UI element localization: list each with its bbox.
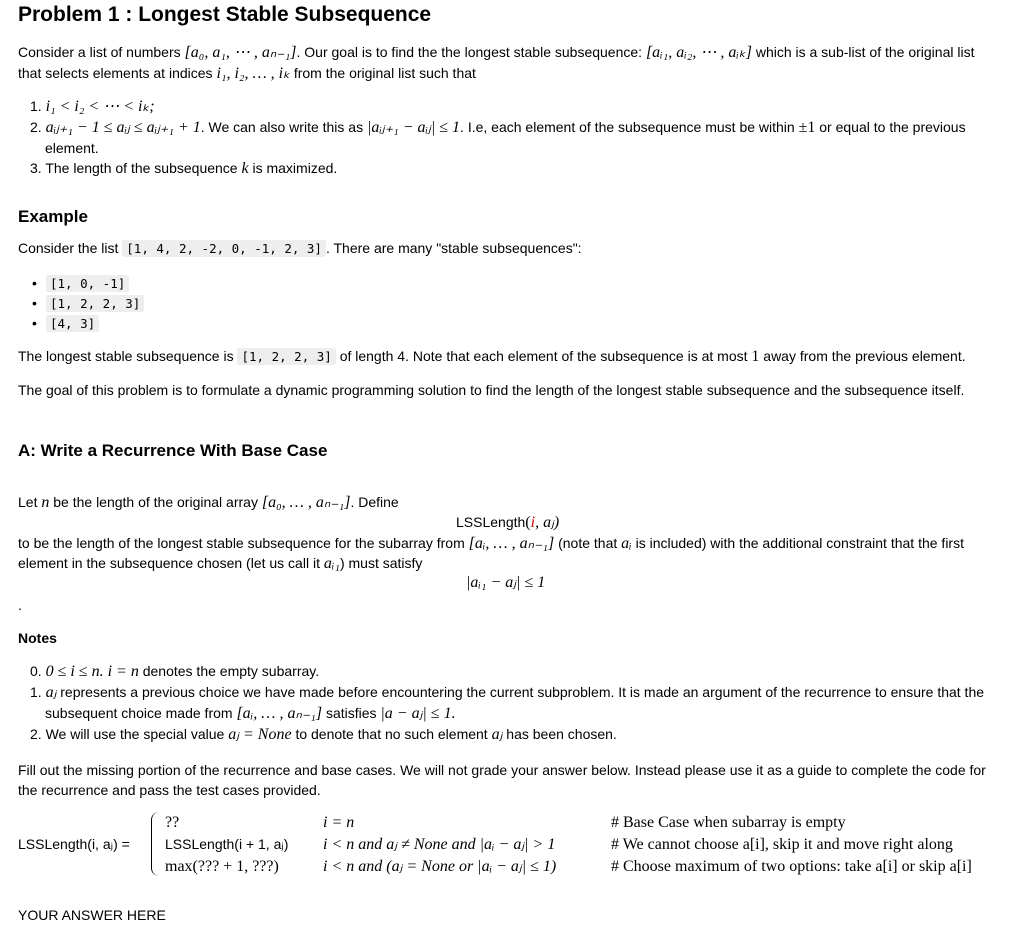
example-item-code: [4, 3] (46, 315, 99, 332)
intro-text: which is a sub-list of the original list (755, 44, 975, 60)
page-title: Problem 1 : Longest Stable Subsequence (18, 3, 432, 26)
part-a-heading: A: Write a Recurrence With Base Case (18, 441, 328, 460)
note-text: denotes the empty subarray. (142, 663, 320, 679)
notes-heading: Notes (18, 630, 57, 646)
note-1-cont (45, 703, 456, 724)
math-ai1: aᵢ₁ (323, 555, 340, 572)
example-goal: The goal of this problem is to formulate a dynamic programming solution to find the length of the longest stable subsequence and the subsequence itself. (18, 382, 965, 398)
case-condition: i < n and aⱼ ≠ None and |aᵢ − aⱼ| > 1 (323, 836, 556, 853)
condition-text: is maximized. (252, 160, 338, 176)
math-aj: aⱼ (45, 684, 57, 701)
note-text: has been chosen. (506, 726, 617, 742)
note-2 (30, 724, 617, 745)
math-ai: aᵢ (621, 535, 632, 552)
example-item (46, 313, 99, 334)
intro-line-2 (18, 63, 476, 84)
math-subarray: [aᵢ, … , aₙ₋₁] (236, 705, 323, 722)
case-comment: # Choose maximum of two options: take a[i] or skip a[i] (611, 858, 972, 875)
note-text: satisfies (325, 705, 377, 721)
example-text: . There are many "stable subsequences": (325, 240, 582, 256)
example-item (46, 273, 129, 294)
fill-instructions-1: Fill out the missing portion of the recurrence and base cases. We will not grade your answer below. Instead please use it as a guide to complete the code for (18, 762, 986, 778)
case-condition: i < n and (aⱼ = None or |aᵢ − aⱼ| ≤ 1) (323, 858, 557, 875)
bullet-dot: • (32, 295, 37, 311)
math-abs-bound: |aᵢⱼ₊₁ − aᵢⱼ| ≤ 1 (367, 119, 461, 136)
part-a-text: element in the subsequence chosen (let us call it (18, 555, 320, 571)
recurrence-lhs: LSSLength(i, aⱼ) = (18, 836, 130, 852)
example-item-code: [1, 0, -1] (46, 275, 129, 292)
note-number: 0. (30, 663, 42, 679)
note-text: We will use the special value (45, 726, 225, 742)
math-i-range: 0 ≤ i ≤ n. i = n (45, 663, 139, 680)
condition-number: 1. (30, 98, 42, 114)
note-0 (30, 661, 319, 682)
function-name: LSSLength (456, 514, 526, 530)
part-a-tobe (18, 533, 964, 554)
part-a-text: Let (18, 494, 38, 510)
example-item (46, 293, 144, 314)
example-text: of length 4. Note that each element of the subsequence is at most (339, 348, 748, 364)
example-item-code: [1, 2, 2, 3] (46, 295, 144, 312)
intro-text: that selects elements at indices (18, 65, 213, 81)
part-a-element (18, 553, 422, 574)
math-plus-minus: ±1 (798, 119, 816, 136)
condition-text: or equal to the previous (819, 119, 966, 135)
math-one: 1 (751, 348, 760, 365)
example-consider (18, 238, 582, 259)
condition-text: . I.e, each element of the subsequence must be within (460, 119, 795, 135)
math-paren: ( (525, 514, 531, 531)
note-number: 1. (30, 684, 42, 700)
part-a-text: be the length of the original array (53, 494, 258, 510)
math-k: k (241, 160, 249, 177)
math-subarray: [aᵢ, … , aₙ₋₁] (468, 535, 555, 552)
example-list-code: [1, 4, 2, -2, 0, -1, 2, 3] (122, 240, 326, 257)
constraint-display (466, 572, 545, 593)
example-longest-code: [1, 2, 2, 3] (237, 348, 335, 365)
math-list: [a₀, a₁, ⋯ , aₙ₋₁] (184, 44, 297, 61)
case-comment: # Base Case when subarray is empty (611, 814, 846, 831)
condition-number: 3. (30, 160, 42, 176)
case-comment: # We cannot choose a[i], skip it and move right along (611, 836, 953, 853)
example-text: away from the previous element. (763, 348, 966, 364)
example-text: Consider the list (18, 240, 119, 256)
part-a-text: . Define (350, 494, 399, 510)
fill-instructions-2: the recurrence and pass the test cases provided. (18, 782, 321, 798)
condition-2 (30, 117, 966, 138)
answer-placeholder[interactable]: YOUR ANSWER HERE (18, 907, 166, 923)
intro-text: from the original list such that (293, 65, 476, 81)
bullet-dot: • (32, 275, 37, 291)
math-array: [a₀, … , aₙ₋₁] (261, 494, 351, 511)
stray-dot: . (18, 597, 22, 613)
note-text: represents a previous choice we have made before encountering the current subproblem. It is made an argument of the recurrence to ensure that the (60, 684, 985, 700)
example-heading: Example (18, 207, 88, 226)
condition-text: . We can also write this as (200, 119, 364, 135)
part-a-text: to be the length of the longest stable subsequence for the subarray from (18, 535, 465, 551)
note-number: 2. (30, 726, 42, 742)
note-1 (30, 682, 984, 703)
condition-1 (30, 96, 155, 117)
math-abs-constraint: |a − aⱼ| ≤ 1. (380, 705, 456, 722)
bullet-dot: • (32, 315, 37, 331)
definition-display (456, 512, 559, 533)
note-text: to denote that no such element (295, 726, 488, 742)
math-stable-bound: aᵢⱼ₊₁ − 1 ≤ aᵢⱼ ≤ aᵢⱼ₊₁ + 1 (45, 119, 201, 136)
case-expr: LSSLength(i + 1, aⱼ) (165, 836, 289, 852)
condition-3 (30, 158, 337, 179)
condition-number: 2. (30, 119, 42, 135)
math-i-red: i (530, 514, 536, 531)
example-text: The longest stable subsequence is (18, 348, 234, 364)
intro-text: . Our goal is to find the the longest stable subsequence: (296, 44, 643, 60)
math-constraint: |aᵢ₁ − aⱼ| ≤ 1 (466, 574, 546, 591)
math-aj: aⱼ (491, 726, 503, 743)
part-a-let (18, 492, 399, 513)
part-a-text: ) must satisfy (339, 555, 423, 571)
math-args: , aⱼ) (535, 514, 560, 531)
math-increasing: i₁ < i₂ < ⋯ < iₖ; (45, 98, 155, 115)
case-expr: ?? (165, 814, 180, 831)
note-text: subsequent choice made from (45, 705, 233, 721)
part-a-text: is included) with the additional constraint that the first (635, 535, 964, 551)
intro-line-1 (18, 42, 974, 63)
math-indices: i₁, i₂, … , iₖ (216, 65, 290, 82)
condition-text: The length of the subsequence (45, 160, 238, 176)
math-aj-none: aⱼ = None (228, 726, 292, 743)
case-expr: max(??? + 1, ???) (165, 858, 279, 875)
math-n: n (41, 494, 50, 511)
recurrence-brace (151, 812, 160, 876)
example-longest (18, 346, 966, 367)
case-condition: i = n (323, 814, 355, 831)
condition-2-cont: element. (45, 140, 99, 156)
intro-text: Consider a list of numbers (18, 44, 181, 60)
part-a-text: (note that (558, 535, 618, 551)
math-subseq: [aᵢ₁, aᵢ₂, ⋯ , aᵢₖ] (645, 44, 752, 61)
